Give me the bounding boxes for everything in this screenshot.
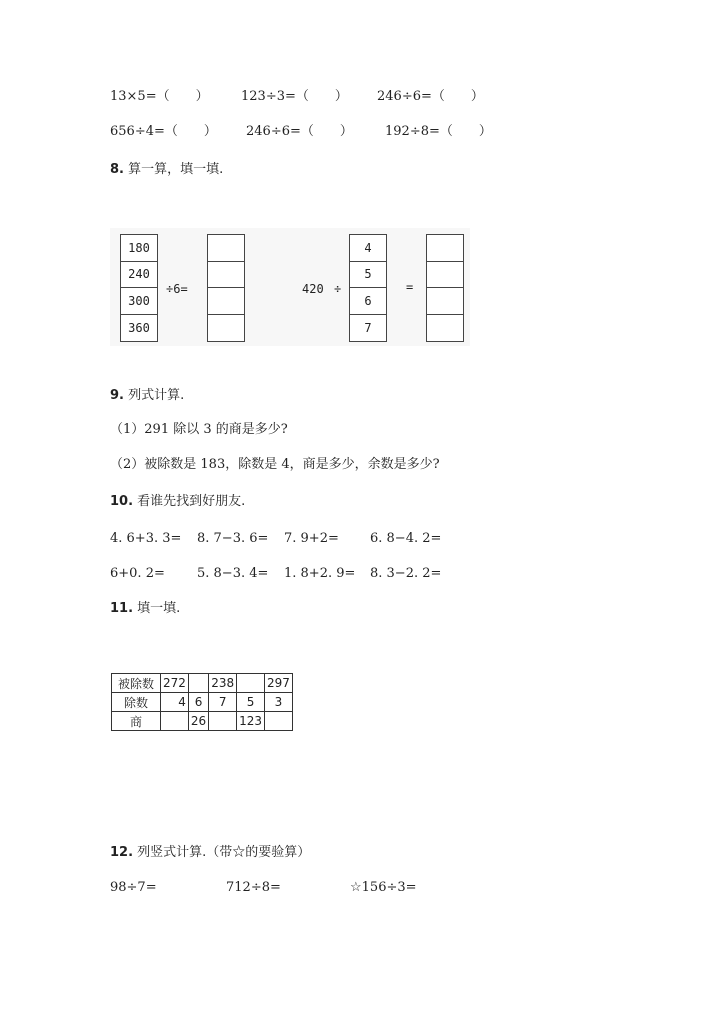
q7-item: 123÷3=（ ） (241, 89, 348, 104)
q7-item: 656÷4=（ ） (110, 124, 217, 139)
q12-item: ☆156÷3= (350, 880, 417, 895)
table-row (112, 693, 293, 712)
question-number: 10. (110, 494, 134, 509)
answer-cell[interactable] (208, 262, 244, 289)
row-header: 商 (112, 712, 161, 731)
answer-column-left[interactable] (207, 234, 245, 342)
table-cell[interactable] (209, 712, 237, 731)
divide-by-six-label: ÷6= (166, 282, 188, 296)
q7-item: 13×5=（ ） (110, 89, 209, 104)
q10-heading (110, 494, 245, 510)
dividend-420: 420 (302, 282, 324, 296)
answer-cell[interactable] (427, 315, 463, 341)
question-title: 看谁先找到好朋友. (137, 494, 246, 509)
dividend-column (120, 234, 158, 342)
q7-item: 192÷8=（ ） (385, 124, 492, 139)
q9-heading (110, 388, 184, 404)
table-row (112, 674, 293, 693)
table-row (112, 712, 293, 731)
table-cell[interactable] (188, 674, 208, 693)
dividend-cell: 360 (121, 315, 157, 341)
q12-item: 712÷8= (226, 880, 281, 895)
divide-sign: ÷ (334, 282, 342, 296)
question-title: 算一算，填一填. (128, 162, 224, 177)
divisor-cell: 5 (350, 262, 386, 289)
table-cell[interactable] (265, 712, 293, 731)
q10-item: 6+0. 2= (110, 566, 165, 581)
q9-item: （1）291 除以 3 的商是多少? (110, 422, 288, 437)
answer-column-right[interactable] (426, 234, 464, 342)
q12-item: 98÷7= (110, 880, 157, 895)
q12-heading (110, 845, 310, 861)
question-number: 9. (110, 388, 124, 403)
question-title: 列竖式计算.（带☆的要验算） (137, 845, 311, 860)
answer-cell[interactable] (427, 262, 463, 289)
table-cell[interactable]: 123 (237, 712, 265, 731)
q10-item: 4. 6+3. 3= (110, 531, 182, 546)
table-cell[interactable] (161, 712, 189, 731)
table-cell[interactable]: 272 (161, 674, 189, 693)
question-title: 列式计算. (128, 388, 185, 403)
answer-cell[interactable] (208, 288, 244, 315)
dividend-cell: 240 (121, 262, 157, 289)
q10-item: 7. 9+2= (284, 531, 339, 546)
q10-item: 5. 8−3. 4= (197, 566, 269, 581)
table-cell[interactable]: 297 (265, 674, 293, 693)
q9-item: （2）被除数是 183，除数是 4，商是多少，余数是多少? (110, 457, 440, 472)
answer-cell[interactable] (427, 235, 463, 262)
table-cell[interactable]: 3 (265, 693, 293, 712)
row-header: 除数 (112, 693, 161, 712)
table-cell[interactable] (237, 674, 265, 693)
answer-cell[interactable] (427, 288, 463, 315)
divisor-cell: 7 (350, 315, 386, 341)
dividend-cell: 180 (121, 235, 157, 262)
divisor-cell: 6 (350, 288, 386, 315)
row-header: 被除数 (112, 674, 161, 693)
table-cell[interactable]: 5 (237, 693, 265, 712)
answer-cell[interactable] (208, 315, 244, 341)
divisor-cell: 4 (350, 235, 386, 262)
q8-heading (110, 162, 223, 178)
dividend-cell: 300 (121, 288, 157, 315)
table-cell[interactable]: 238 (209, 674, 237, 693)
table-cell[interactable]: 6 (188, 693, 208, 712)
q7-item: 246÷6=（ ） (377, 89, 484, 104)
q10-item: 8. 7−3. 6= (197, 531, 269, 546)
q10-item: 1. 8+2. 9= (284, 566, 356, 581)
q10-item: 8. 3−2. 2= (370, 566, 442, 581)
question-number: 11. (110, 601, 134, 616)
q7-item: 246÷6=（ ） (246, 124, 353, 139)
table-cell[interactable]: 26 (188, 712, 208, 731)
question-number: 8. (110, 162, 124, 177)
fill-in-table (111, 673, 293, 731)
division-diagram (110, 228, 470, 346)
equals-sign: = (406, 280, 414, 294)
divisor-column (349, 234, 387, 342)
answer-cell[interactable] (208, 235, 244, 262)
table-cell[interactable]: 7 (209, 693, 237, 712)
q11-heading (110, 601, 180, 617)
table-cell[interactable]: 4 (161, 693, 189, 712)
q10-item: 6. 8−4. 2= (370, 531, 442, 546)
question-title: 填一填. (137, 601, 181, 616)
question-number: 12. (110, 845, 134, 860)
